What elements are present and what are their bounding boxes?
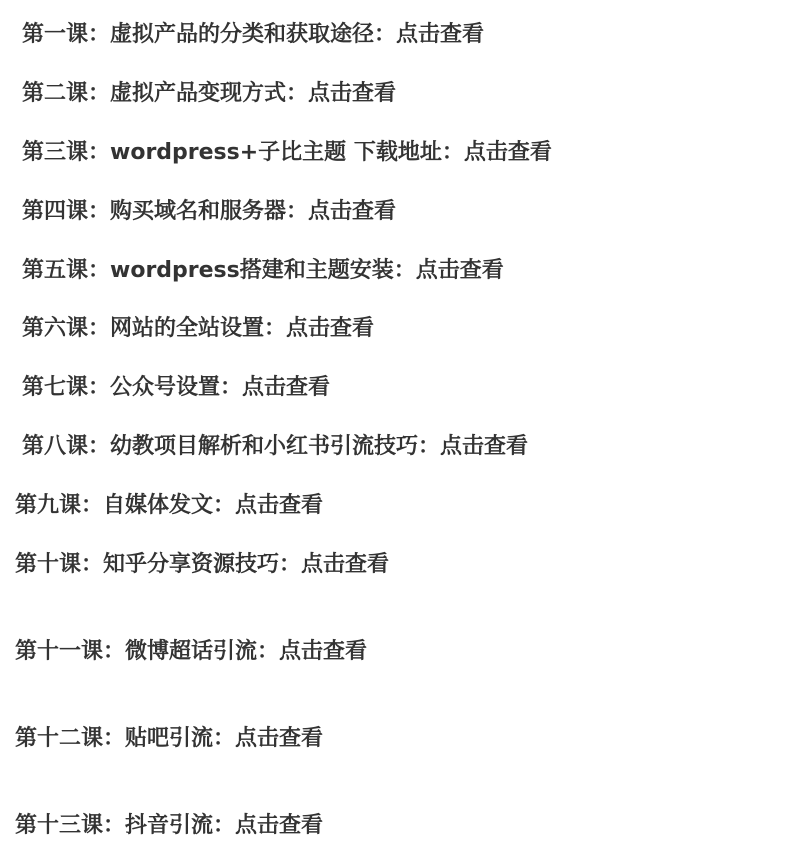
view-link[interactable]: 点击查看 <box>235 813 324 838</box>
lesson-title: 第五课：wordpress搭建和主题安装： <box>22 258 416 283</box>
view-link[interactable]: 点击查看 <box>235 726 324 751</box>
lesson-item-6 <box>22 314 374 344</box>
lesson-item-13 <box>15 811 323 841</box>
lesson-item-9 <box>15 491 323 521</box>
lesson-item-12 <box>15 724 323 754</box>
lesson-title: 第十二课：贴吧引流： <box>15 726 236 751</box>
lesson-item-5 <box>22 256 504 286</box>
view-link[interactable]: 点击查看 <box>286 316 375 341</box>
lesson-item-2 <box>22 79 396 109</box>
view-link[interactable]: 点击查看 <box>415 258 504 283</box>
view-link[interactable]: 点击查看 <box>308 199 397 224</box>
view-link[interactable]: 点击查看 <box>440 434 529 459</box>
lesson-item-11 <box>15 637 367 667</box>
lesson-item-3 <box>22 138 552 168</box>
lesson-title: 第八课：幼教项目解析和小红书引流技巧： <box>22 434 441 459</box>
lesson-title: 第四课：购买域名和服务器： <box>22 199 309 224</box>
lesson-item-4 <box>22 197 396 227</box>
lesson-item-1 <box>22 20 484 50</box>
view-link[interactable]: 点击查看 <box>463 140 552 165</box>
lesson-title: 第三课：wordpress+子比主题 下载地址： <box>22 140 464 165</box>
lesson-item-10 <box>15 550 389 580</box>
lesson-title: 第十课：知乎分享资源技巧： <box>15 552 302 577</box>
lesson-title: 第十三课：抖音引流： <box>15 813 236 838</box>
lesson-item-7 <box>22 373 330 403</box>
view-link[interactable]: 点击查看 <box>235 493 324 518</box>
view-link[interactable]: 点击查看 <box>308 81 397 106</box>
lesson-title: 第七课：公众号设置： <box>22 375 243 400</box>
view-link[interactable]: 点击查看 <box>242 375 331 400</box>
lesson-title: 第六课：网站的全站设置： <box>22 316 287 341</box>
lesson-title: 第二课：虚拟产品变现方式： <box>22 81 309 106</box>
lesson-title: 第九课：自媒体发文： <box>15 493 236 518</box>
lesson-title: 第十一课：微博超话引流： <box>15 639 280 664</box>
view-link[interactable]: 点击查看 <box>301 552 390 577</box>
view-link[interactable]: 点击查看 <box>396 22 485 47</box>
lesson-item-8 <box>22 432 528 462</box>
lesson-title: 第一课：虚拟产品的分类和获取途径： <box>22 22 397 47</box>
view-link[interactable]: 点击查看 <box>279 639 368 664</box>
